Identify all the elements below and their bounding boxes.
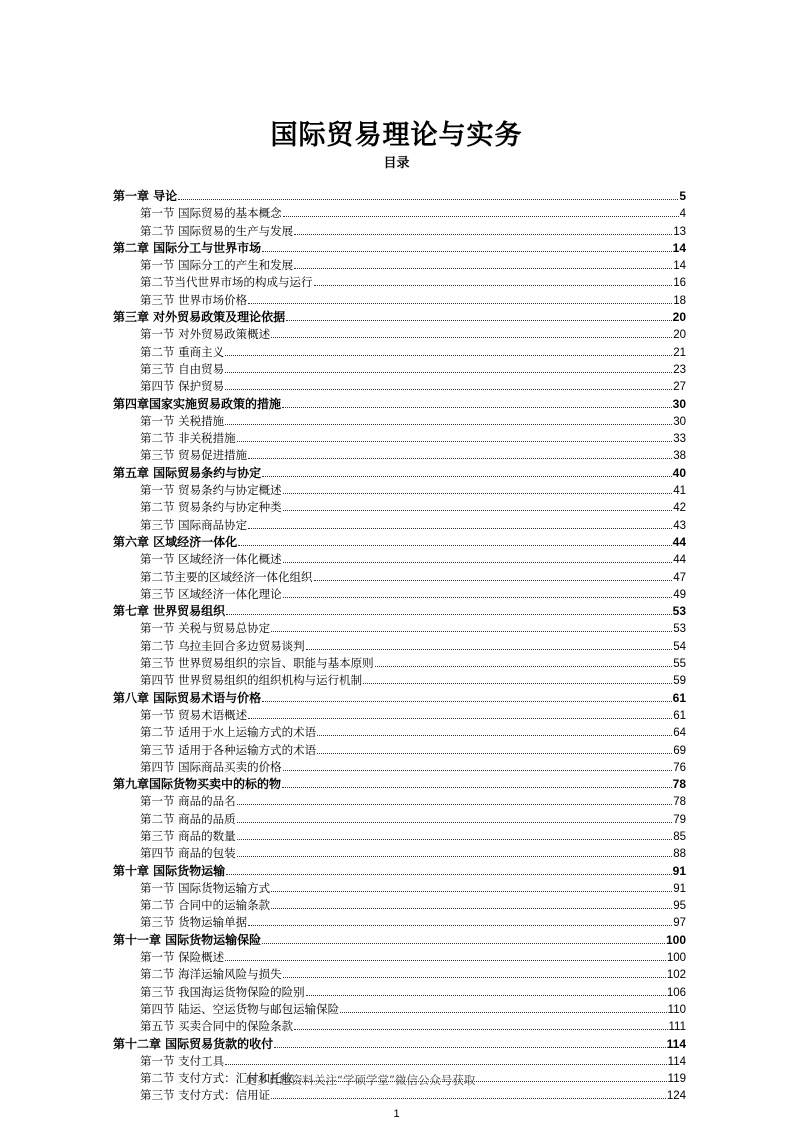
toc-entry-page: 14 (672, 240, 686, 255)
toc-entry-page: 5 (679, 189, 686, 203)
toc-section-entry[interactable] (113, 1053, 686, 1070)
toc-entry-page: 64 (673, 727, 686, 740)
toc-entry-page: 23 (673, 363, 686, 376)
dot-leader (282, 776, 672, 788)
toc-section-entry[interactable] (113, 482, 686, 499)
dot-leader (271, 897, 672, 909)
toc-section-entry[interactable] (113, 344, 686, 361)
toc-section-entry[interactable] (113, 586, 686, 603)
toc-entry-page: 14 (673, 260, 686, 273)
toc-heading: 目录 (383, 156, 410, 171)
toc-entry-page: 16 (673, 277, 686, 290)
toc-entry-page: 95 (673, 900, 686, 913)
toc-entry-label: 第一节 贸易条约与协定概述 (140, 483, 282, 498)
toc-entry-label: 第一章 导论 (113, 189, 178, 203)
toc-entry-page: 69 (673, 744, 686, 757)
toc-section-entry[interactable] (113, 517, 686, 534)
toc-entry-label: 第十一章 国际货物运输保险 (113, 932, 262, 947)
toc-entry-page: 44 (672, 534, 686, 549)
toc-chapter-entry[interactable] (113, 309, 686, 326)
dot-leader (262, 240, 671, 252)
toc-entry-label: 第二节当代世界市场的构成与运行 (140, 275, 313, 290)
toc-entry-page: 100 (665, 932, 686, 947)
table-of-contents (113, 188, 686, 1105)
toc-chapter-entry[interactable] (113, 396, 686, 413)
dot-leader (225, 949, 666, 961)
dot-leader (274, 1036, 665, 1048)
toc-entry-label: 第七章 世界贸易组织 (113, 604, 226, 619)
toc-entry-page: 21 (673, 346, 686, 359)
dot-leader (237, 430, 673, 442)
toc-entry-label: 第一节 国际货物运输方式 (140, 880, 271, 895)
toc-entry-label: 第一节 国际分工的产生和发展 (140, 258, 294, 273)
dot-leader (283, 966, 666, 978)
toc-entry-label: 第二节 合同中的运输条款 (140, 898, 271, 913)
dot-leader (306, 638, 673, 650)
toc-entry-label: 第四节 保护贸易 (140, 379, 225, 394)
toc-entry-page: 59 (673, 675, 686, 688)
dot-leader (248, 707, 672, 719)
toc-section-entry[interactable] (113, 413, 686, 430)
dot-leader (262, 465, 671, 477)
toc-entry-label: 第四节 国际商品买卖的价格 (140, 759, 282, 774)
toc-entry-label: 第三章 对外贸易政策及理论依据 (113, 310, 286, 325)
toc-entry-label: 第十章 国际货物运输 (113, 863, 226, 878)
toc-section-entry[interactable] (113, 326, 686, 343)
toc-section-entry[interactable] (113, 793, 686, 810)
toc-entry-page: 61 (672, 690, 686, 705)
watermark-text: 更多真题资料关注“学硕学堂”微信公众号获取 (245, 1073, 476, 1087)
toc-section-entry[interactable] (113, 378, 686, 395)
toc-entry-page: 30 (673, 415, 686, 428)
dot-leader (375, 655, 673, 667)
toc-entry-label: 第一节 区域经济一体化概述 (140, 552, 282, 567)
dot-leader (225, 1053, 667, 1065)
toc-entry-page: 49 (673, 588, 686, 601)
toc-chapter-entry[interactable] (113, 690, 686, 707)
toc-entry-page: 33 (673, 433, 686, 446)
toc-section-entry[interactable] (113, 292, 686, 309)
toc-entry-page: 44 (673, 554, 686, 567)
toc-section-entry[interactable] (113, 759, 686, 776)
toc-section-entry[interactable] (113, 655, 686, 672)
dot-leader (262, 690, 671, 702)
dot-leader (363, 672, 672, 684)
dot-leader (226, 863, 671, 875)
dot-leader (248, 447, 672, 459)
toc-section-entry[interactable] (113, 845, 686, 862)
toc-entry-page: 114 (666, 1036, 686, 1051)
toc-entry-label: 第二节 适用于水上运输方式的术语 (140, 725, 317, 740)
toc-entry-page: 79 (673, 813, 686, 826)
toc-chapter-entry[interactable] (113, 534, 686, 551)
dot-leader (237, 811, 673, 823)
toc-entry-label: 第三节 自由贸易 (140, 361, 225, 376)
toc-chapter-entry[interactable] (113, 932, 686, 949)
toc-entry-label: 第三节 商品的数量 (140, 828, 236, 843)
toc-entry-label: 第五节 买卖合同中的保险条款 (140, 1019, 294, 1034)
dot-leader (225, 344, 672, 356)
toc-entry-label: 第三节 支付方式：信用证 (140, 1088, 271, 1103)
toc-section-entry[interactable] (113, 966, 686, 983)
toc-chapter-entry[interactable] (113, 188, 686, 205)
toc-entry-page: 114 (667, 1055, 686, 1068)
dot-leader (294, 223, 672, 235)
toc-entry-label: 第四章国家实施贸易政策的措施 (113, 396, 282, 411)
dot-leader (225, 361, 672, 373)
toc-entry-page: 102 (666, 969, 686, 982)
toc-entry-page: 111 (668, 1021, 686, 1034)
toc-section-entry[interactable] (113, 223, 686, 240)
toc-entry-page: 47 (673, 571, 686, 584)
toc-entry-page: 13 (673, 225, 686, 238)
toc-chapter-entry[interactable] (113, 465, 686, 482)
toc-entry-page: 97 (673, 917, 686, 930)
dot-leader (283, 759, 673, 771)
toc-entry-label: 第二节 乌拉圭回合多边贸易谈判 (140, 638, 305, 653)
dot-leader (314, 274, 673, 286)
toc-section-entry[interactable] (113, 707, 686, 724)
toc-entry-page: 53 (672, 604, 686, 619)
dot-leader (283, 499, 673, 511)
toc-entry-label: 第四节 陆运、空运货物与邮包运输保险 (140, 1001, 340, 1016)
toc-entry-label: 第一节 保险概述 (140, 950, 225, 965)
toc-section-entry[interactable] (113, 499, 686, 516)
toc-entry-page: 110 (667, 1003, 686, 1016)
dot-leader (248, 517, 672, 529)
toc-entry-label: 第三节 世界市场价格 (140, 292, 248, 307)
dot-leader (340, 1001, 667, 1013)
toc-entry-label: 第三节 世界贸易组织的宗旨、职能与基本原则 (140, 656, 374, 671)
toc-entry-page: 100 (666, 952, 686, 965)
toc-entry-label: 第三节 适用于各种运输方式的术语 (140, 742, 317, 757)
dot-leader (283, 586, 673, 598)
toc-entry-label: 第二章 国际分工与世界市场 (113, 240, 262, 255)
toc-entry-page: 78 (673, 796, 686, 809)
toc-entry-page: 30 (672, 396, 686, 411)
toc-entry-label: 第二节主要的区域经济一体化组织 (140, 569, 313, 584)
toc-chapter-entry[interactable] (113, 863, 686, 880)
toc-section-entry[interactable] (113, 1087, 686, 1104)
toc-entry-page: 41 (673, 485, 686, 498)
toc-entry-label: 第六章 区域经济一体化 (113, 534, 238, 549)
toc-section-entry[interactable] (113, 880, 686, 897)
toc-entry-label: 第三节 国际商品协定 (140, 517, 248, 532)
toc-entry-page: 76 (673, 761, 686, 774)
dot-leader (225, 378, 672, 390)
toc-section-entry[interactable] (113, 1001, 686, 1018)
toc-entry-page: 20 (672, 310, 686, 325)
toc-entry-page: 38 (673, 450, 686, 463)
dot-leader (226, 603, 671, 615)
dot-leader (262, 932, 665, 944)
toc-section-entry[interactable] (113, 672, 686, 689)
toc-section-entry[interactable] (113, 897, 686, 914)
toc-chapter-entry[interactable] (113, 1036, 686, 1053)
toc-entry-page: 42 (673, 502, 686, 515)
toc-section-entry[interactable] (113, 569, 686, 586)
toc-chapter-entry[interactable] (113, 776, 686, 793)
toc-entry-label: 第一节 支付工具 (140, 1053, 225, 1068)
toc-section-entry[interactable] (113, 984, 686, 1001)
toc-entry-page: 78 (672, 777, 686, 792)
toc-section-entry[interactable] (113, 274, 686, 291)
toc-section-entry[interactable] (113, 551, 686, 568)
toc-entry-page: 88 (673, 848, 686, 861)
toc-section-entry[interactable] (113, 742, 686, 759)
dot-leader (248, 292, 672, 304)
toc-entry-label: 第三节 货物运输单据 (140, 915, 248, 930)
dot-leader (237, 793, 673, 805)
toc-entry-page: 91 (673, 882, 686, 895)
toc-section-entry[interactable] (113, 430, 686, 447)
toc-entry-page: 43 (673, 519, 686, 532)
toc-entry-label: 第三节 我国海运货物保险的险别 (140, 984, 305, 999)
dot-leader (271, 620, 672, 632)
dot-leader (283, 205, 679, 217)
toc-entry-label: 第二节 国际贸易的生产与发展 (140, 223, 294, 238)
dot-leader (248, 914, 672, 926)
toc-entry-page: 18 (673, 294, 686, 307)
toc-chapter-entry[interactable] (113, 603, 686, 620)
toc-section-entry[interactable] (113, 949, 686, 966)
toc-section-entry[interactable] (113, 257, 686, 274)
toc-entry-page: 119 (667, 1073, 686, 1086)
toc-entry-page: 4 (679, 208, 686, 221)
toc-entry-label: 第四节 世界贸易组织的组织机构与运行机制 (140, 673, 363, 688)
dot-leader (282, 396, 672, 408)
dot-leader (237, 845, 673, 857)
toc-entry-label: 第二节 非关税措施 (140, 431, 236, 446)
toc-section-entry[interactable] (113, 620, 686, 637)
toc-entry-label: 第五章 国际贸易条约与协定 (113, 465, 262, 480)
dot-leader (225, 413, 672, 425)
toc-entry-label: 第一节 关税与贸易总协定 (140, 621, 271, 636)
toc-entry-page: 54 (673, 640, 686, 653)
toc-entry-label: 第二节 贸易条约与协定种类 (140, 500, 282, 515)
page-number: 1 (393, 1108, 400, 1120)
dot-leader (286, 309, 671, 321)
dot-leader (271, 326, 672, 338)
dot-leader (294, 257, 672, 269)
toc-chapter-entry[interactable] (113, 240, 686, 257)
dot-leader (317, 724, 672, 736)
toc-entry-label: 第十二章 国际贸易货款的收付 (113, 1036, 274, 1051)
toc-entry-page: 40 (672, 465, 686, 480)
toc-entry-label: 第一节 对外贸易政策概述 (140, 327, 271, 342)
toc-entry-page: 53 (673, 623, 686, 636)
toc-entry-label: 第一节 国际贸易的基本概念 (140, 206, 282, 221)
toc-section-entry[interactable] (113, 828, 686, 845)
toc-entry-label: 第一节 贸易术语概述 (140, 707, 248, 722)
toc-section-entry[interactable] (113, 724, 686, 741)
toc-entry-page: 124 (666, 1090, 686, 1103)
toc-entry-page: 106 (666, 986, 686, 999)
dot-leader (283, 551, 673, 563)
toc-section-entry[interactable] (113, 361, 686, 378)
toc-section-entry[interactable] (113, 205, 686, 222)
toc-entry-label: 第二节 重商主义 (140, 344, 225, 359)
dot-leader (294, 1018, 667, 1030)
toc-section-entry[interactable] (113, 811, 686, 828)
toc-entry-page: 91 (672, 863, 686, 878)
toc-entry-page: 55 (673, 658, 686, 671)
toc-entry-label: 第二节 海洋运输风险与损失 (140, 967, 282, 982)
toc-entry-label: 第一节 关税措施 (140, 413, 225, 428)
toc-entry-page: 20 (673, 329, 686, 342)
toc-entry-label: 第三节 贸易促进措施 (140, 448, 248, 463)
toc-entry-label: 第八章 国际贸易术语与价格 (113, 690, 262, 705)
dot-leader (306, 984, 666, 996)
toc-entry-label: 第三节 区域经济一体化理论 (140, 586, 282, 601)
toc-section-entry[interactable] (113, 447, 686, 464)
dot-leader (271, 1087, 666, 1099)
dot-leader (238, 534, 671, 546)
dot-leader (317, 742, 672, 754)
toc-section-entry[interactable] (113, 638, 686, 655)
toc-entry-label: 第二节 支付方式：汇付和托收 (140, 1071, 294, 1086)
toc-section-entry[interactable] (113, 1018, 686, 1035)
toc-section-entry[interactable] (113, 914, 686, 931)
dot-leader (314, 569, 673, 581)
toc-entry-label: 第四节 商品的包装 (140, 846, 236, 861)
dot-leader (283, 482, 673, 494)
dot-leader (237, 828, 673, 840)
toc-entry-page: 85 (673, 830, 686, 843)
dot-leader (178, 188, 678, 200)
document-title: 国际贸易理论与实务 (270, 120, 523, 151)
toc-entry-label: 第二节 商品的品质 (140, 811, 236, 826)
toc-entry-page: 27 (673, 381, 686, 394)
toc-entry-page: 61 (673, 709, 686, 722)
toc-entry-label: 第九章国际货物买卖中的标的物 (113, 777, 282, 792)
toc-entry-label: 第一节 商品的品名 (140, 794, 236, 809)
dot-leader (271, 880, 672, 892)
